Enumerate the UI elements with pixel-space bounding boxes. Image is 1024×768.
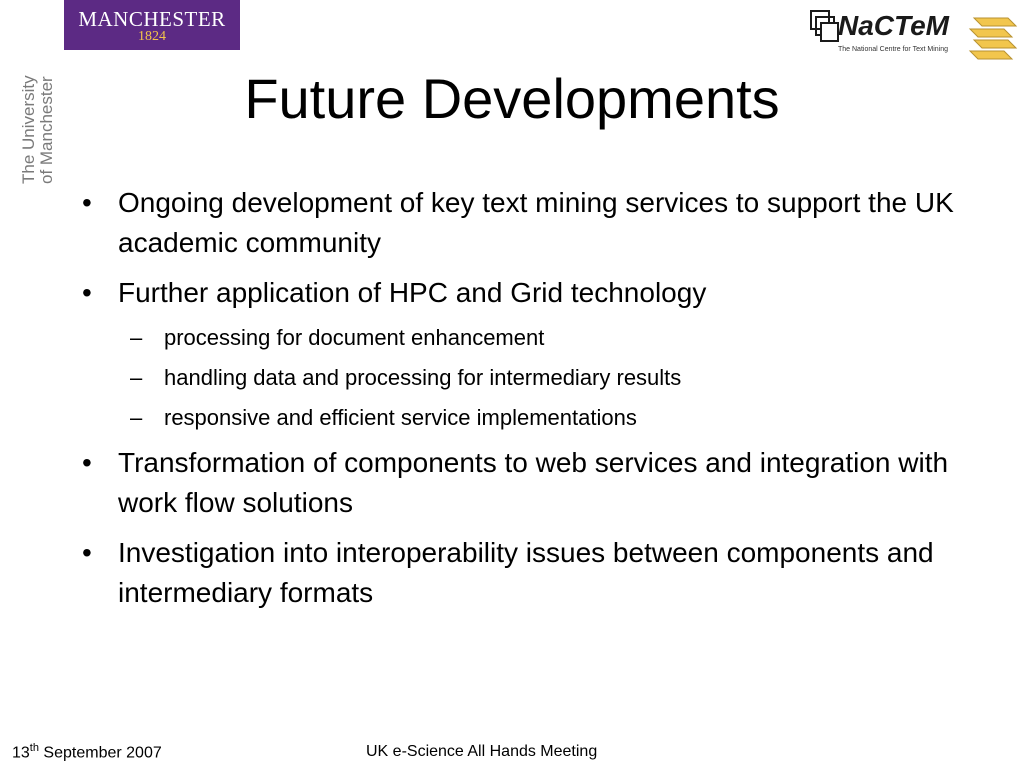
footer-date-suffix: th (29, 742, 39, 754)
bullet-mark: • (82, 277, 92, 308)
bullet-text: Further application of HPC and Grid technology (118, 277, 707, 308)
sub-bullet-item (78, 403, 958, 433)
university-wordmark-line2: of Manchester (37, 76, 56, 184)
bullet-mark: • (82, 537, 92, 568)
slide-title: Future Developments (244, 67, 780, 130)
manchester-logo (64, 0, 240, 50)
bullet-item (78, 443, 958, 523)
nactem-squares-icon (810, 10, 840, 44)
bullet-item (78, 273, 958, 313)
sub-bullet-text: processing for document enhancement (164, 325, 545, 350)
bullet-item (78, 533, 958, 613)
sub-bullet-text: responsive and efficient service implementations (164, 405, 637, 430)
sub-bullet-mark: – (130, 365, 143, 390)
slide-content (78, 183, 958, 623)
nactem-logo-subtitle: The National Centre for Text Mining (838, 46, 948, 53)
footer-date (12, 738, 162, 763)
bullet-text: Investigation into interoperability issues between components and intermediary formats (118, 537, 934, 608)
bullet-text: Ongoing development of key text mining services to support the UK academic community (118, 187, 954, 258)
sub-bullet-mark: – (130, 405, 143, 430)
footer-event: UK e-Science All Hands Meeting (366, 743, 598, 760)
university-wordmark (20, 54, 64, 184)
footer-date-day: 13 (12, 744, 30, 762)
bullet-mark: • (82, 187, 92, 218)
bullet-text: Transformation of components to web services and integration with work flow solutions (118, 447, 949, 518)
sub-bullet-item (78, 323, 958, 353)
bullet-item (78, 183, 958, 263)
footer-date-rest: September 2007 (38, 744, 162, 762)
nactem-logo-title: NaCTeM (838, 10, 949, 41)
nactem-logo (806, 6, 1018, 64)
manchester-logo-year: 1824 (138, 29, 166, 44)
university-wordmark-line1: The University (19, 75, 38, 184)
sub-bullet-item (78, 363, 958, 393)
sub-bullet-mark: – (130, 325, 143, 350)
sub-bullet-text: handling data and processing for intermediary results (164, 365, 682, 390)
manchester-logo-name: MANCHESTER (78, 7, 226, 31)
nactem-stack-icon (964, 16, 1018, 62)
bullet-mark: • (82, 447, 92, 478)
